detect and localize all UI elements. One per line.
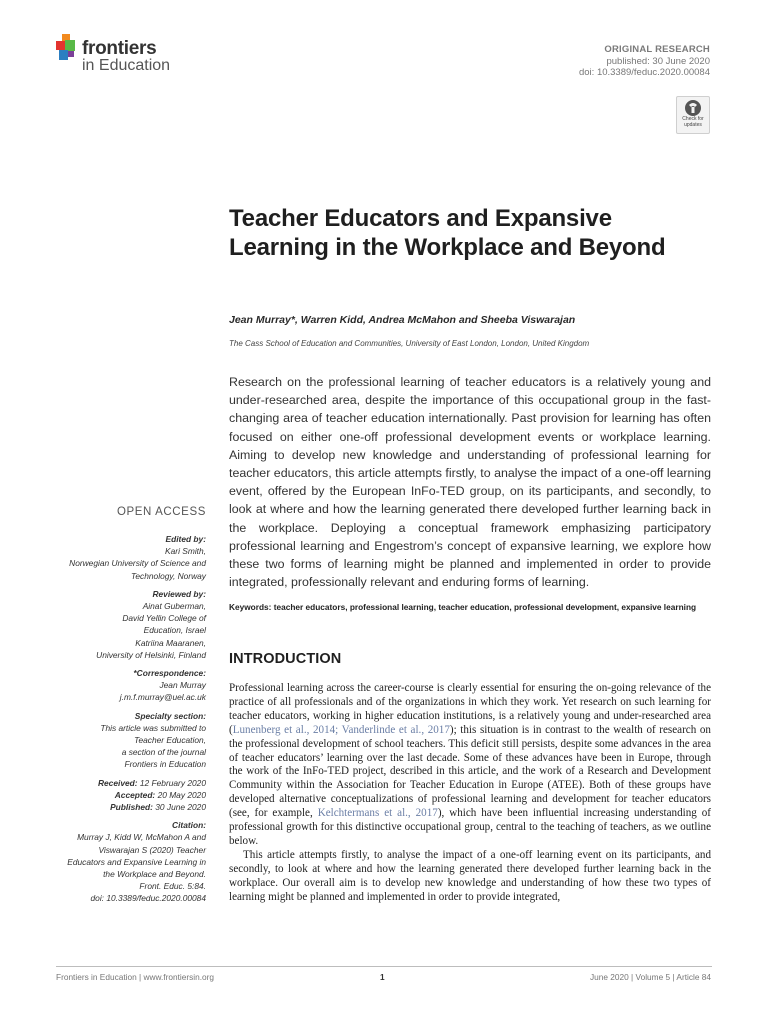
article-doi[interactable]: doi: 10.3389/feduc.2020.00084 xyxy=(578,67,710,78)
published-date: published: 30 June 2020 xyxy=(606,55,710,67)
article-title: Teacher Educators and Expansive Learning in the Workplace and Beyond xyxy=(229,205,666,261)
body-paragraph: This article attempts firstly, to analyse the impact of a one-off learning event on its participants, and secondly, to look at where and how the learning generated there developed further learning back in the workplace. Our overall aim is to develop new knowledge and understanding of how these two types of learning might be planned and implemented in order to provide integrated, xyxy=(229,848,711,903)
article-meta xyxy=(579,44,710,79)
page-number: 1 xyxy=(380,972,385,982)
body-paragraph: Professional learning across the career-course is clearly essential for ensuring the on-going relevance of the practice of all professionals and of the organizations in which they work. Yet research on such learning for teacher educators, working in higher education institutions, is a relatively young and under-researched area (Lunenberg et al., 2014; Vanderlinde et al., 2017); this situation is in contrast to the wealth of research on the professional development of school teachers. This deficit still persists, despite some advances in the area of teacher educators’ learning over the last decade. Some of these advances have been in Europe, through the work of the InFo-TED project, described in this article, and the work of a Research and Development Community within the Association for Teacher Education in Europe (ATEE). Both of these groups have developed alternative conceptualizations of professional learning and development for teacher educators (see, for example, Kelchtermans et al., 2017), which have been influential increasing understanding of professional growth for this distinctive occupational group, central to the teaching of teachers, as we outline below. xyxy=(229,682,711,847)
footer-divider xyxy=(56,966,712,967)
reviewer-name[interactable]: Ainat Guberman, xyxy=(142,601,206,612)
published-date-sidebar: Published: 30 June 2020 xyxy=(110,802,206,813)
open-access-label: OPEN ACCESS xyxy=(116,506,206,518)
citation-link[interactable]: Kelchtermans et al., 2017 xyxy=(317,807,438,820)
article-info-sidebar xyxy=(40,533,206,911)
received-date: Received: 12 February 2020 xyxy=(97,777,206,788)
citation-text: the Workplace and Beyond. xyxy=(103,869,206,880)
edited-by-label: Edited by: xyxy=(165,534,206,544)
citation-text: Front. Educ. 5:84. xyxy=(139,881,206,892)
citation-label: Citation: xyxy=(172,820,206,831)
correspondence-label: *Correspondence: xyxy=(133,668,206,679)
citation-doi[interactable]: doi: 10.3389/feduc.2020.00084 xyxy=(90,893,206,904)
accepted-date: Accepted: 20 May 2020 xyxy=(114,789,206,800)
edited-by-section xyxy=(40,533,206,582)
body-text xyxy=(229,682,711,905)
author-affiliation: The Cass School of Education and Communities, University of East London, London, United Kingdom xyxy=(229,339,590,348)
reviewer-affiliation: University of Helsinki, Finland xyxy=(96,649,206,660)
crossmark-icon xyxy=(677,98,709,118)
citation-text: Viswarajan S (2020) Teacher xyxy=(98,844,206,855)
reviewed-by-label: Reviewed by: xyxy=(152,588,206,599)
editor-affiliation: Norwegian University of Science and xyxy=(69,558,206,569)
brand-name: frontiers xyxy=(82,38,157,59)
abstract: Research on the professional learning of teacher educators is a relatively young and under-researched area, despite the importance of this occupational group in the fast-changing area of teacher education internationally. Past provision for learning has often focused on either one-off professional development events or workplace learning. Aiming to develop new knowledge and understanding of professional learning for teacher educators, this article attempts firstly, to analyse the impact of a one-off learning event, offered by the European InFo-TED group, on its participants, and secondly, to look at where and how the learning generated there developed further learning back in the workplace. Deploying a conceptual framework emphasizing participatory professional learning and Engestrom’s concept of expansive learning, we explore how these two forms of learning might be planned and implemented in order to provide integrated, professionally relevant and enduring forms of learning. xyxy=(229,375,711,590)
correspondence-section xyxy=(40,667,206,704)
dates-section xyxy=(40,777,206,814)
check-for-updates-label: Check for updates xyxy=(682,116,704,128)
citation-text: Educators and Expansive Learning in xyxy=(67,856,206,867)
citation-section xyxy=(40,819,206,904)
article-type: ORIGINAL RESEARCH xyxy=(604,44,710,55)
keywords-label: Keywords: xyxy=(229,602,272,612)
specialty-text: Frontiers in Education xyxy=(124,759,206,770)
footer-journal[interactable]: Frontiers in Education | www.frontiersin.org xyxy=(56,972,215,982)
editor-name[interactable]: Kari Smith, xyxy=(165,546,206,557)
reviewer-affiliation: Education, Israel xyxy=(143,625,206,636)
footer-issue-info: June 2020 | Volume 5 | Article 84 xyxy=(589,972,711,982)
specialty-text: Teacher Education, xyxy=(134,735,206,746)
correspondence-name: Jean Murray xyxy=(159,680,206,691)
specialty-section xyxy=(40,710,206,771)
reviewer-affiliation: David Yellin College of xyxy=(122,613,206,624)
check-for-updates-badge[interactable] xyxy=(676,96,710,134)
reviewed-by-section xyxy=(40,588,206,661)
specialty-label: Specialty section: xyxy=(134,710,206,721)
section-heading-introduction: INTRODUCTION xyxy=(229,651,342,667)
journal-logo[interactable] xyxy=(56,34,196,82)
frontiers-logo-icon xyxy=(56,34,80,64)
citation-text: Murray J, Kidd W, McMahon A and xyxy=(77,832,206,843)
editor-affiliation: Technology, Norway xyxy=(131,570,206,581)
specialty-text: This article was submitted to xyxy=(100,722,206,733)
article-authors[interactable]: Jean Murray*, Warren Kidd, Andrea McMahon and Sheeba Viswarajan xyxy=(229,314,576,326)
correspondence-email[interactable]: j.m.f.murray@uel.ac.uk xyxy=(119,692,206,703)
keywords-list: teacher educators, professional learning, teacher education, professional development, expansive learning xyxy=(273,602,697,612)
keywords xyxy=(229,601,711,614)
citation-link[interactable]: Lunenberg et al., 2014; Vanderlinde et al., 2017 xyxy=(232,723,450,736)
reviewer-name[interactable]: Katriina Maaranen, xyxy=(135,637,206,648)
brand-subtitle: in Education xyxy=(82,57,171,74)
specialty-text: a section of the journal xyxy=(121,747,206,758)
